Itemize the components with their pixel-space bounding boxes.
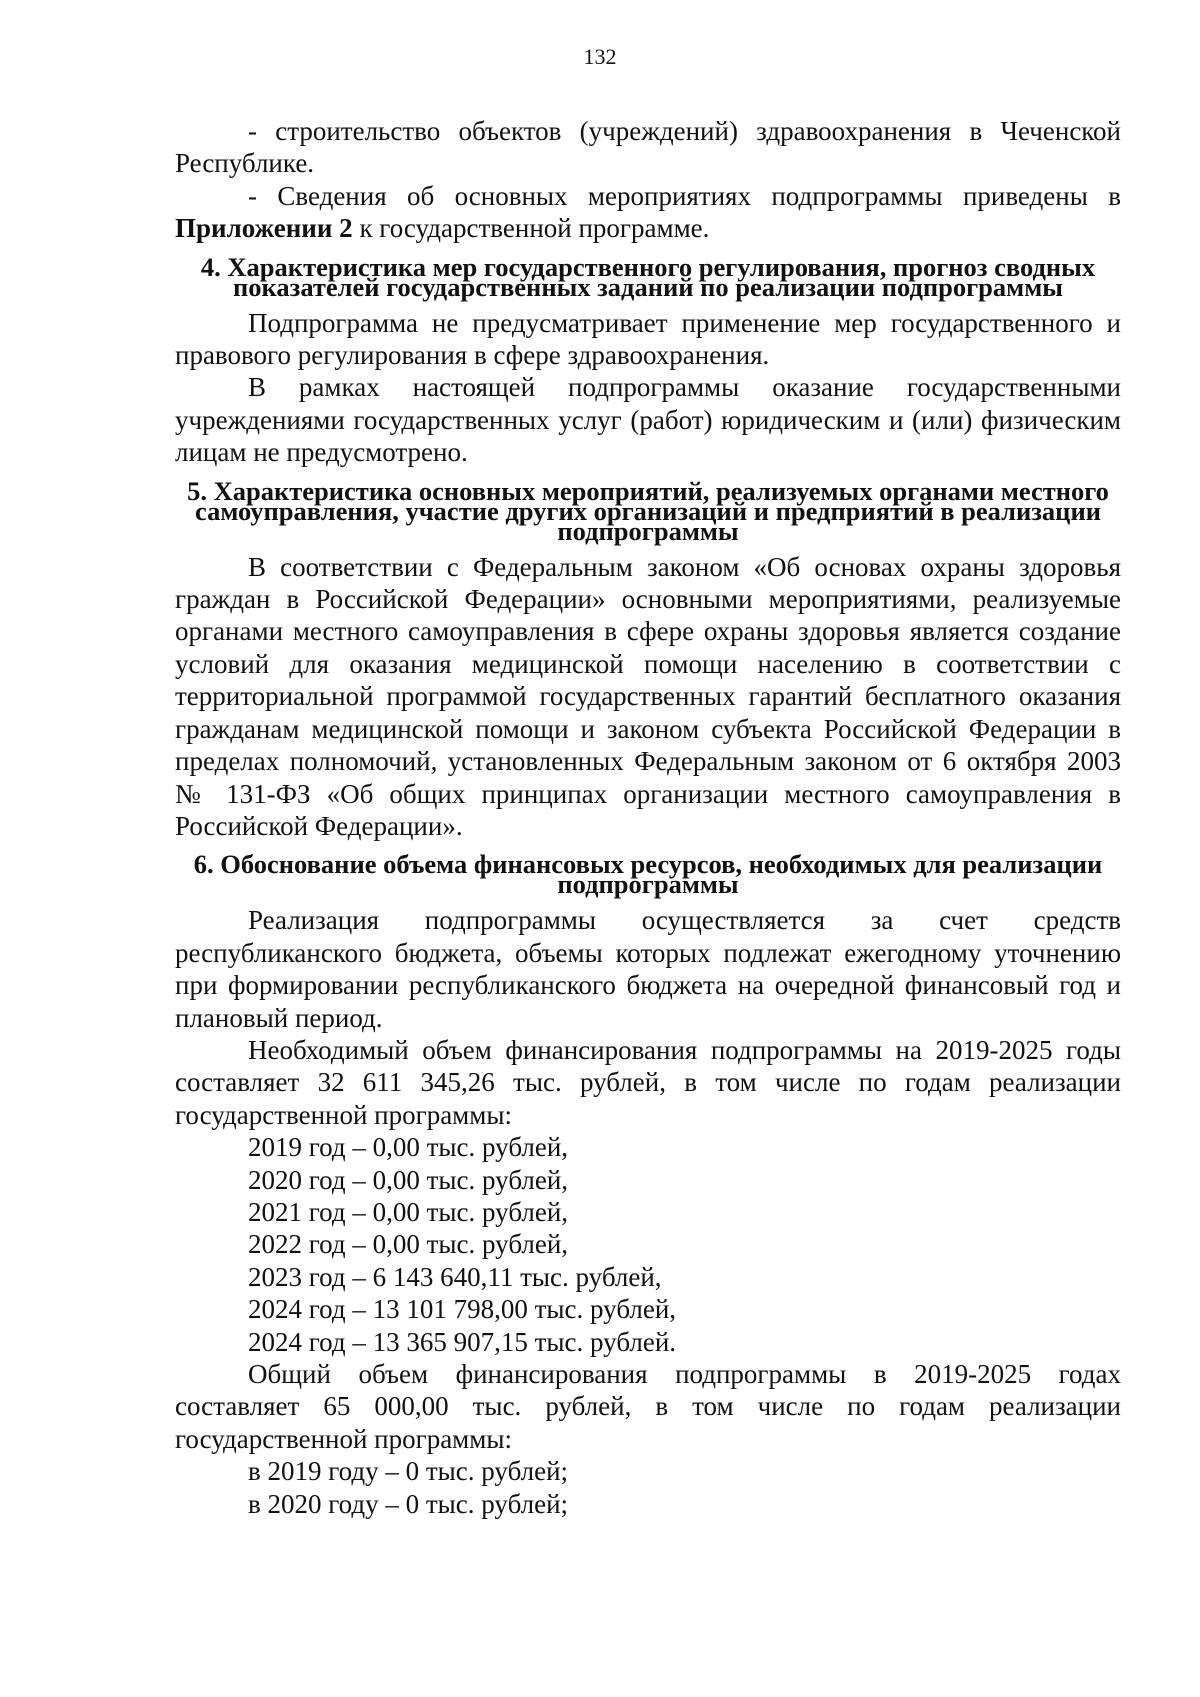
funding-year-line: 2023 год – 6 143 640,11 тыс. рублей, bbox=[248, 1261, 662, 1292]
page-number: 132 bbox=[583, 44, 617, 69]
total-funding-year-line: в 2019 году – 0 тыс. рублей; bbox=[248, 1456, 569, 1487]
section-5-heading: 5. Характеристика основных мероприятий, реализуемых органами местного самоуправления, участие других организаций и предприятий в реализации подпрограммы bbox=[187, 475, 1109, 546]
funding-year-line: 2024 год – 13 101 798,00 тыс. рублей, bbox=[248, 1294, 677, 1325]
section-6-paragraph-3: Общий объем финансирования подпрограммы в 2019-2025 годах составляет 65 000,00 тыс. рублей, в том числе по годам реализации государственной программы: bbox=[175, 1359, 1121, 1454]
funding-year-line: 2022 год – 0,00 тыс. рублей, bbox=[248, 1229, 569, 1260]
section-5-paragraph-1: В соответствии с Федеральным законом «Об основах охраны здоровья граждан в Российской Федерации» основными мероприятиями, реализуемые органами местного самоуправления в сфере охраны здоровья является создание условий для оказания медицинской помощи населению в соответствии с территориальной программой государственных гарантий бесплатного оказания гражданам медицинской помощи и законом субъекта Российской Федерации в пределах полномочий, установленных Федеральным законом от 6 октября 2003 № 131-ФЗ «Об общих принципах организации местного самоуправления в Российской Федерации». bbox=[175, 551, 1121, 841]
intro-item-appendix-tail: к государственной программе. bbox=[352, 213, 710, 244]
total-funding-year-line: в 2020 году – 0 тыс. рублей; bbox=[248, 1488, 569, 1519]
section-4-paragraph-1: Подпрограмма не предусматривает применение мер государственного и правового регулирования в сфере здравоохранения. bbox=[175, 307, 1121, 371]
section-4-heading: 4. Характеристика мер государственного регулирования, прогноз сводных показателей государственных заданий по реализации подпрограммы bbox=[200, 251, 1096, 302]
funding-year-line: 2020 год – 0,00 тыс. рублей, bbox=[248, 1164, 569, 1195]
section-6-paragraph-1: Реализация подпрограммы осуществляется за счет средств республиканского бюджета, объемы которых подлежат ежегодному уточнению при формировании республиканского бюджета на очередной финансовый год и плановый период. bbox=[175, 905, 1121, 1033]
section-6-paragraph-2: Необходимый объем финансирования подпрограммы на 2019-2025 годы составляет 32 611 345,26 тыс. рублей, в том числе по годам реализации государственной программы: bbox=[175, 1034, 1121, 1130]
funding-year-line: 2019 год – 0,00 тыс. рублей, bbox=[248, 1132, 569, 1163]
funding-year-line: 2021 год – 0,00 тыс. рублей, bbox=[248, 1196, 569, 1227]
intro-item-appendix bbox=[175, 180, 1121, 245]
funding-year-line: 2024 год – 13 365 907,15 тыс. рублей. bbox=[248, 1326, 677, 1357]
intro-item-construction: - строительство объектов (учреждений) здравоохранения в Чеченской Республике. bbox=[175, 116, 1121, 179]
appendix-reference: Приложении 2 bbox=[175, 213, 353, 244]
section-4-paragraph-2: В рамках настоящей подпрограммы оказание государственными учреждениями государственных услуг (работ) юридическим и (или) физическим лицам не предусмотрено. bbox=[175, 372, 1121, 468]
document-body bbox=[175, 115, 1121, 1520]
section-6-heading: 6. Обоснование объема финансовых ресурсов, необходимых для реализации подпрограммы bbox=[193, 849, 1103, 900]
intro-item-appendix-text: - Сведения об основных мероприятиях подпрограммы приведены в bbox=[248, 180, 1121, 211]
